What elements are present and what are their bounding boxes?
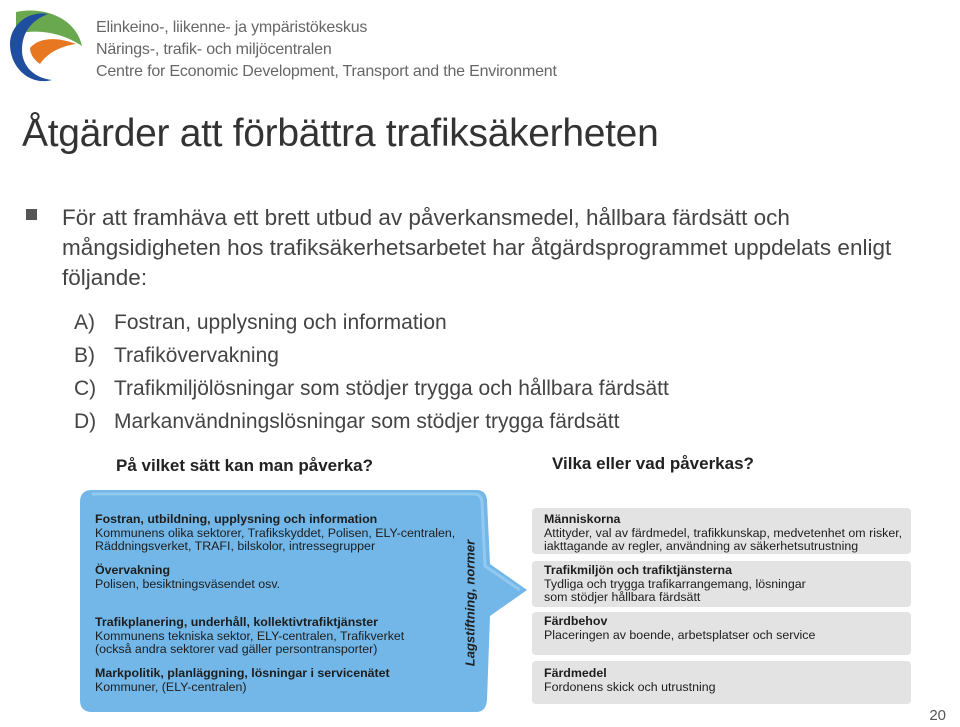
- org-line-en: Centre for Economic Development, Transport and the Environment: [96, 63, 557, 80]
- target-group: [544, 513, 902, 554]
- target-group: [544, 667, 716, 694]
- measure-group-title: Övervakning: [95, 563, 171, 577]
- left-heading: På vilket sätt kan man påverka?: [116, 456, 374, 475]
- measure-group-line: Räddningsverket, TRAFI, bilskolor, intressegrupper: [95, 539, 376, 554]
- list-item-label: B): [74, 344, 95, 367]
- slide-title: Åtgärder att förbättra trafiksäkerheten: [22, 112, 659, 155]
- measure-group: [95, 667, 390, 694]
- page-number: 20: [929, 707, 946, 724]
- target-group: [544, 564, 806, 605]
- list-item-label: D): [74, 410, 97, 433]
- measure-group-line: Polisen, besiktningsväsendet osv.: [95, 576, 281, 591]
- org-line-fi: Elinkeino-, liikenne- ja ympäristökeskus: [96, 19, 368, 36]
- list-item-text: Trafikmiljölösningar som stödjer trygga och hållbara färdsätt: [114, 377, 669, 400]
- bullet-text: För att framhäva ett brett utbud av påverkansmedel, hållbara färdsätt och mångsidigheten hos trafiksäkerhetsarbetet har åtgärdsprogrammet uppdelats enligt följande:: [62, 205, 892, 290]
- measure-group-line: Kommuner, (ELY-centralen): [95, 679, 247, 694]
- target-group-line: Attityder, val av färdmedel, trafikkunskap, medvetenhet om risker,: [544, 525, 903, 540]
- measure-group-line: Kommunens olika sektorer, Trafikskyddet, Polisen, ELY-centralen,: [95, 525, 456, 540]
- measure-group-title: Markpolitik, planläggning, lösningar i servicenätet: [95, 666, 390, 680]
- target-group-line: Placeringen av boende, arbetsplatser och service: [544, 627, 816, 642]
- target-group-title: Färdmedel: [544, 666, 607, 680]
- target-group-title: Människorna: [544, 512, 621, 526]
- measure-group: [95, 564, 280, 591]
- list-item-text: Fostran, upplysning och information: [114, 311, 447, 334]
- target-group-line: iakttagande av regler, användning av säkerhetsutrustning: [544, 539, 859, 554]
- list-item-text: Markanvändningslösningar som stödjer trygga färdsätt: [114, 410, 620, 433]
- target-group-line: Tydliga och trygga trafikarrangemang, lösningar: [544, 576, 806, 591]
- org-line-sv: Närings-, trafik- och miljöcentralen: [96, 41, 332, 58]
- arrow-label: Lagstiftning, normer: [462, 539, 478, 667]
- target-group-title: Färdbehov: [544, 614, 608, 628]
- target-group: [544, 615, 815, 642]
- measure-group-title: Fostran, utbildning, upplysning och information: [95, 512, 378, 526]
- measure-group: [95, 616, 404, 657]
- measure-group: [95, 513, 455, 554]
- measure-group-line: Kommunens tekniska sektor, ELY-centralen, Trafikverket: [95, 628, 405, 643]
- target-group-line: som stödjer hållbara färdsätt: [544, 590, 701, 605]
- measure-group-title: Trafikplanering, underhåll, kollektivtrafiktjänster: [95, 615, 378, 629]
- list-item-text: Trafikövervakning: [114, 344, 279, 367]
- list-item-label: A): [74, 311, 95, 334]
- right-heading: Vilka eller vad påverkas?: [552, 454, 754, 473]
- target-group-title: Trafikmiljön och trafiktjänsterna: [544, 563, 732, 577]
- target-group-line: Fordonens skick och utrustning: [544, 679, 716, 694]
- measure-group-line: (också andra sektorer vad gäller persontransporter): [95, 642, 378, 657]
- list-item-label: C): [74, 377, 97, 400]
